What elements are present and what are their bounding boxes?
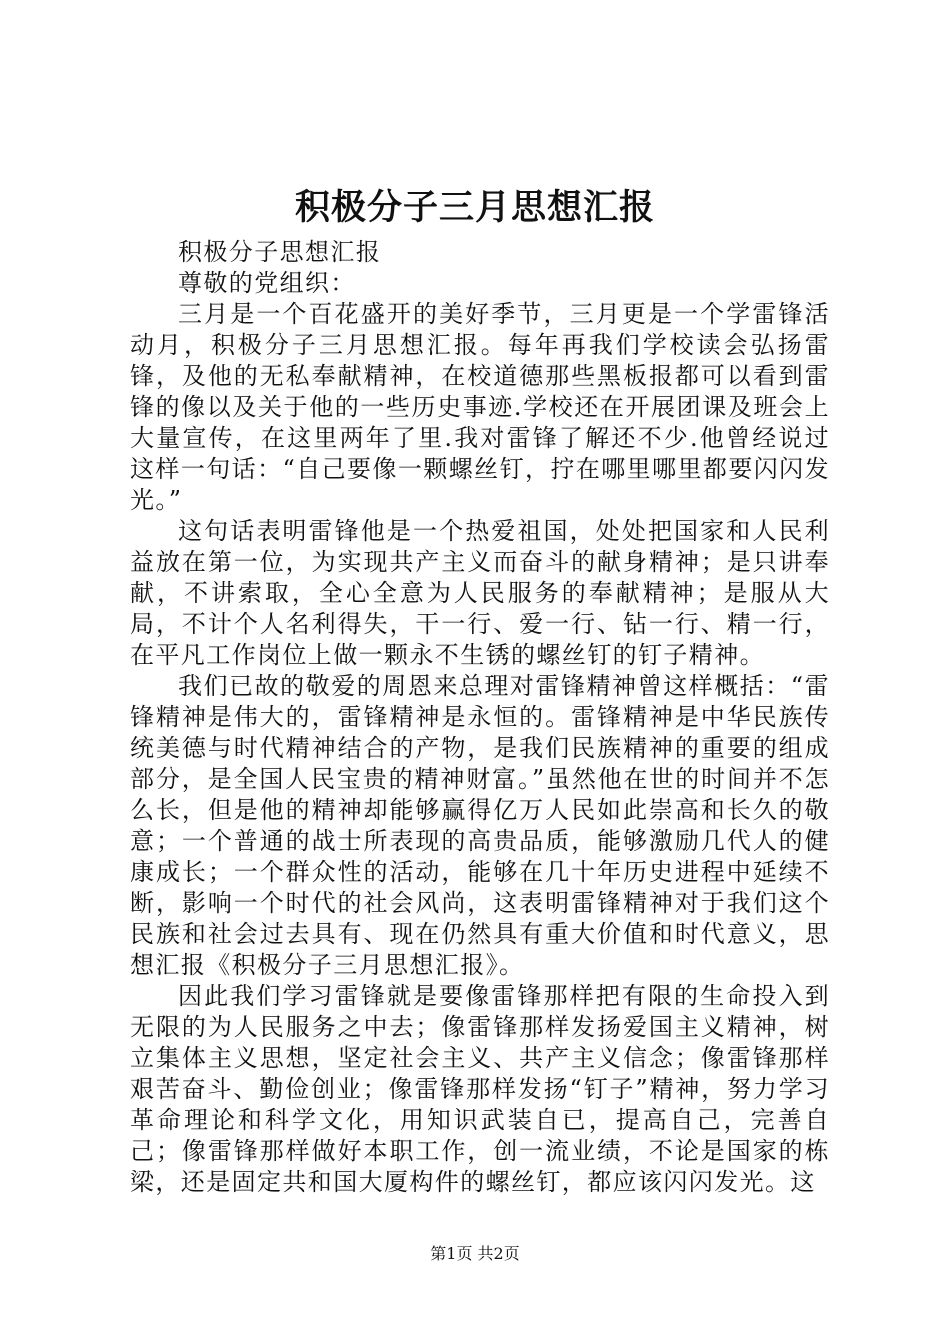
paragraph-1: 三月是一个百花盛开的美好季节，三月更是一个学雷锋活动月，积极分子三月思想汇报。每年再我们学校读会弘扬雷锋，及他的无私奉献精神，在校道德那些黑板报都可以看到雷锋的像以及关于他的一些历史事迹.学校还在开展团课及班会上大量宣传，在这里两年了里.我对雷锋了解还不少.他曾经说过这样一句话：“自己要像一颗螺丝钉，拧在哪里哪里都要闪闪发光。” (130, 300, 830, 514)
paragraph-2: 这句话表明雷锋他是一个热爱祖国，处处把国家和人民利益放在第一位，为实现共产主义而奋斗的献身精神；是只讲奉献，不讲索取，全心全意为人民服务的奉献精神；是服从大局，不计个人名利得失，干一行、爱一行、钻一行、精一行，在平凡工作岗位上做一颗永不生锈的螺丝钉的钉子精神。 (130, 517, 830, 669)
document-body (130, 237, 830, 1198)
page-number-footer: 第1页 共2页 (430, 1244, 520, 1263)
paragraph-4: 因此我们学习雷锋就是要像雷锋那样把有限的生命投入到无限的为人民服务之中去；像雷锋那样发扬爱国主义精神，树立集体主义思想，坚定社会主义、共产主义信念；像雷锋那样艰苦奋斗、勤俭创业；像雷锋那样发扬“钉子”精神，努力学习革命理论和科学文化，用知识武装自已，提高自己，完善自己；像雷锋那样做好本职工作，创一流业绩，不论是国家的栋梁，还是固定共和国大厦构件的螺丝钉，都应该闪闪发光。这 (130, 982, 830, 1196)
salutation: 尊敬的党组织： (178, 269, 356, 297)
document-subtitle: 积极分子思想汇报 (178, 238, 382, 266)
document-title: 积极分子三月思想汇报 (294, 187, 655, 228)
paragraph-3: 我们已故的敬爱的周恩来总理对雷锋精神曾这样概括：“雷锋精神是伟大的，雷锋精神是永恒的。雷锋精神是中华民族传统美德与时代精神结合的产物，是我们民族精神的重要的组成部分，是全国人民宝贵的精神财富。”虽然他在世的时间并不怎么长，但是他的精神却能够赢得亿万人民如此崇高和长久的敬意；一个普通的战士所表现的高贵品质，能够激励几代人的健康成长；一个群众性的活动，能够在几十年历史进程中延续不断，影响一个时代的社会风尚，这表明雷锋精神对于我们这个民族和社会过去具有、现在仍然具有重大价值和时代意义，思想汇报《积极分子三月思想汇报》。 (130, 672, 830, 979)
